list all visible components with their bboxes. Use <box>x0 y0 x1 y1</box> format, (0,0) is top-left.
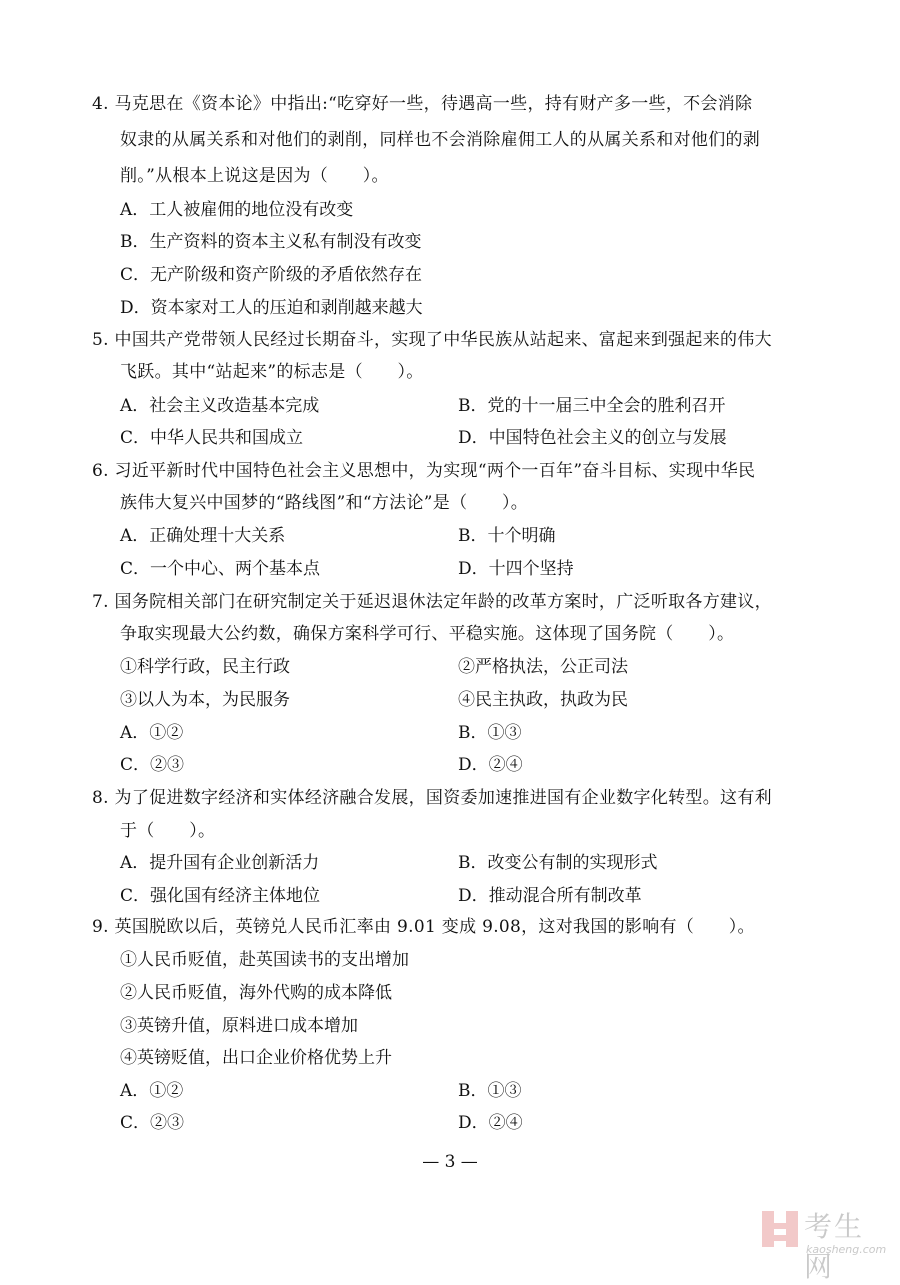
q4-line-2: 奴隶的从属关系和对他们的剥削，同样也不会消除雇佣工人的从属关系和对他们的剥 <box>120 130 761 150</box>
q7-line-1: 7. 国务院相关部门在研究制定关于延迟退休法定年龄的改革方案时，广泛听取各方建议， <box>92 592 772 612</box>
q7-statement-2: ②严格执法，公正司法 <box>458 657 628 677</box>
q4-line-3: 削。”从根本上说这是因为（ ）。 <box>120 166 389 186</box>
q9-option-b: B．①③ <box>458 1081 522 1101</box>
q9-option-d: D．②④ <box>458 1113 523 1133</box>
q6-line-1: 6. 习近平新时代中国特色社会主义思想中，为实现“两个一百年”奋斗目标、实现中华民 <box>92 461 756 481</box>
q4-line-1: 4. 马克思在《资本论》中指出:“吃穿好一些，待遇高一些，持有财产多一些，不会消除 <box>92 94 753 114</box>
q8-option-d: D．推动混合所有制改革 <box>458 886 642 906</box>
q7-statement-1: ①科学行政，民主行政 <box>120 657 290 677</box>
q9-statement-3: ③英镑升值，原料进口成本增加 <box>120 1016 358 1036</box>
q5-option-b: B．党的十一届三中全会的胜利召开 <box>458 396 726 416</box>
q5-option-c: C．中华人民共和国成立 <box>120 428 304 448</box>
q9-option-c: C．②③ <box>120 1113 185 1133</box>
q4-option-c: C．无产阶级和资产阶级的矛盾依然存在 <box>120 265 423 285</box>
q8-option-c: C．强化国有经济主体地位 <box>120 886 321 906</box>
q4-option-d: D．资本家对工人的压迫和剥削越来越大 <box>120 298 423 318</box>
q8-option-b: B．改变公有制的实现形式 <box>458 853 658 873</box>
q6-option-c: C．一个中心、两个基本点 <box>120 559 321 579</box>
q5-option-a: A．社会主义改造基本完成 <box>120 396 320 416</box>
q6-line-2: 族伟大复兴中国梦的“路线图”和“方法论”是（ ）。 <box>120 493 529 513</box>
q7-option-b: B．①③ <box>458 723 522 743</box>
q6-option-d: D．十四个坚持 <box>458 559 574 579</box>
watermark-brand: 考生网 <box>804 1210 865 1283</box>
q5-line-2: 飞跃。其中“站起来”的标志是（ ）。 <box>120 362 424 382</box>
q7-option-c: C．②③ <box>120 755 185 775</box>
q7-option-d: D．②④ <box>458 755 523 775</box>
q7-statement-4: ④民主执政，执政为民 <box>458 690 628 710</box>
q8-line-1: 8. 为了促进数字经济和实体经济融合发展，国资委加速推进国有企业数字化转型。这有利 <box>92 788 772 808</box>
q9-option-a: A．①② <box>120 1081 184 1101</box>
q8-option-a: A．提升国有企业创新活力 <box>120 853 320 873</box>
q7-line-2: 争取实现最大公约数，确保方案科学可行、平稳实施。这体现了国务院（ ）。 <box>120 624 735 644</box>
q6-option-b: B．十个明确 <box>458 526 556 546</box>
q9-statement-4: ④英镑贬值，出口企业价格优势上升 <box>120 1048 392 1068</box>
q4-option-a: A．工人被雇佣的地位没有改变 <box>120 200 354 220</box>
watermark-url: kaosheng.com <box>806 1243 887 1256</box>
q5-option-d: D．中国特色社会主义的创立与发展 <box>458 428 727 448</box>
q5-line-1: 5. 中国共产党带领人民经过长期奋斗，实现了中华民族从站起来、富起来到强起来的伟大 <box>92 330 772 350</box>
q6-option-a: A．正确处理十大关系 <box>120 526 286 546</box>
watermark <box>760 1205 890 1283</box>
q7-option-a: A．①② <box>120 723 184 743</box>
q9-statement-1: ①人民币贬值，赴英国读书的支出增加 <box>120 950 409 970</box>
q9-statement-2: ②人民币贬值，海外代购的成本降低 <box>120 983 392 1003</box>
page-number: — 3 — <box>422 1152 478 1172</box>
q7-statement-3: ③以人为本，为民服务 <box>120 690 290 710</box>
q4-option-b: B．生产资料的资本主义私有制没有改变 <box>120 232 422 252</box>
q8-line-2: 于（ ）。 <box>120 821 216 841</box>
q9-line-1: 9. 英国脱欧以后，英镑兑人民币汇率由 9.01 变成 9.08，这对我国的影响有（ ）。 <box>92 917 755 937</box>
kaosheng-logo-icon <box>760 1209 800 1249</box>
